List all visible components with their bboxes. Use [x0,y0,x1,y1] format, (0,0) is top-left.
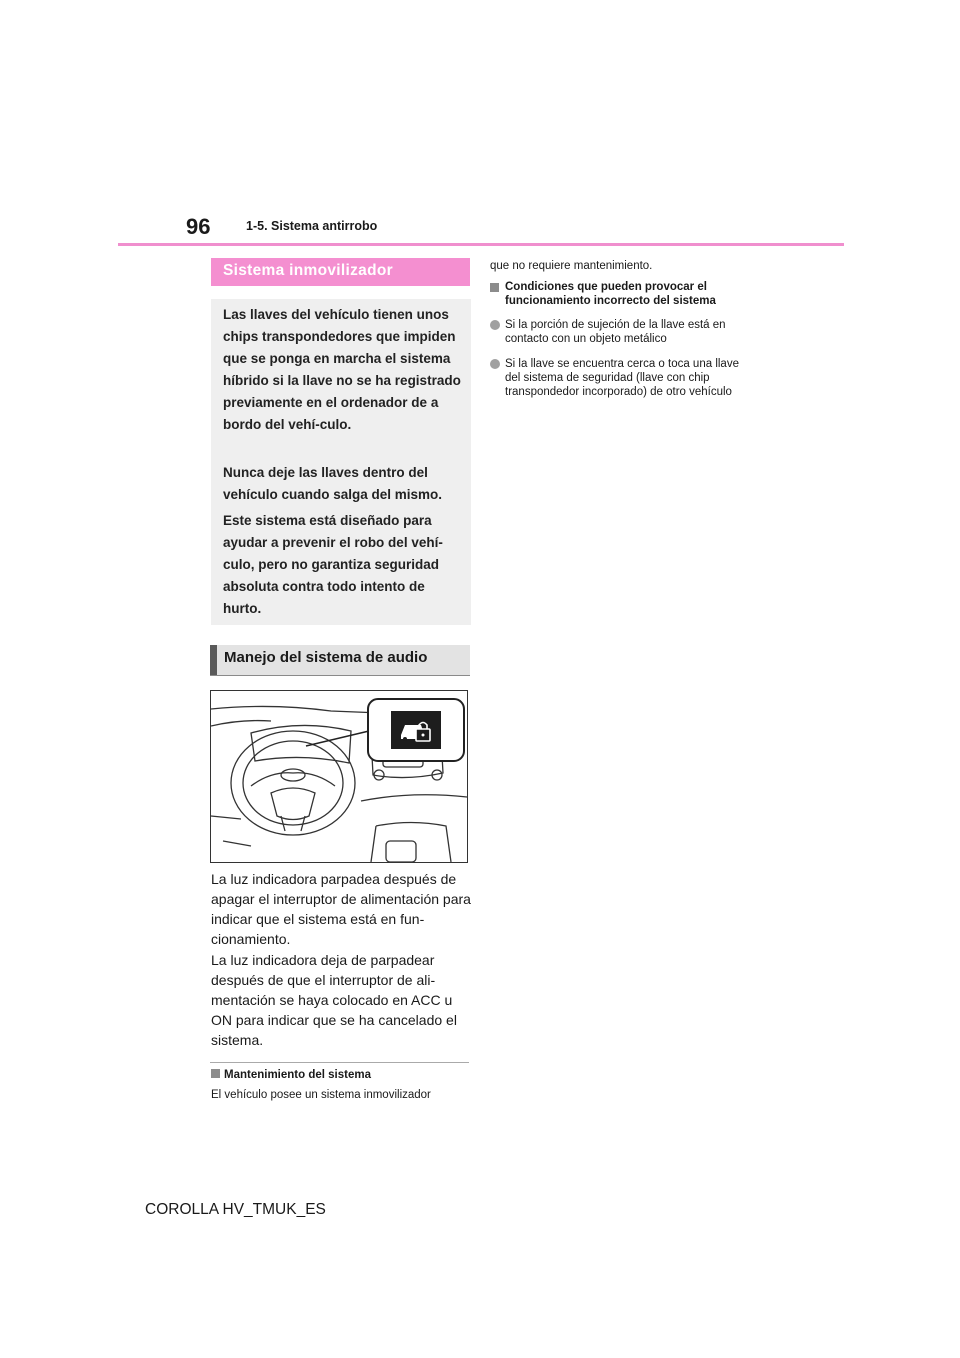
maintenance-text-end: que no requiere mantenimiento. [490,260,653,272]
square-bullet-icon [490,283,499,292]
immobilizer-title: Sistema inmovilizador [223,262,393,279]
dashboard-illustration [210,690,468,863]
maintenance-heading: Mantenimiento del sistema [211,1068,473,1082]
footer-doc-id: COROLLA HV_TMUK_ES [145,1201,326,1218]
conditions-heading-block [490,280,755,308]
page-number: 96 [186,214,211,239]
audio-paragraph-1: La luz indicadora parpadea después de apagar el interruptor de alimentación para indicar que el sistema está en fun-cionamiento. [211,871,471,947]
audio-heading-accent [210,645,217,675]
square-bullet-icon [211,1069,220,1078]
intro-paragraph-3: Este sistema está diseñado para ayudar a prevenir el robo del vehí-culo, pero no garantiza seguridad absoluta contra todo intento de hurto. [223,513,443,616]
immobilizer-intro-box [211,299,471,625]
audio-paragraph-2: La luz indicadora deja de parpadear después de que el interruptor de ali-mentación se haya colocado en ACC u ON para indicar que se ha cancelado el sistema. [211,952,457,1048]
conditions-bullet-2 [490,357,755,399]
intro-paragraph-1: Las llaves del vehículo tienen unos chips transpondedores que impiden que se ponga en marcha el sistema híbrido si la llave no se ha registrado previamente en el ordenador de a bordo del vehí-culo. [223,307,461,432]
conditions-heading: Condiciones que pueden provocar el funcionamiento incorrecto del sistema [505,281,716,307]
header-rule [118,243,844,246]
conditions-bullet-1 [490,318,755,346]
bullet-dot-icon [490,320,500,330]
section-divider [210,1062,469,1063]
maintenance-text-start: El vehículo posee un sistema inmovilizador [211,1089,431,1101]
conditions-bullet-1-text: Si la porción de sujeción de la llave está en contacto con un objeto metálico [505,319,726,345]
intro-paragraph-2: Nunca deje las llaves dentro del vehículo cuando salga del mismo. [223,465,443,502]
bullet-dot-icon [490,359,500,369]
audio-heading: Manejo del sistema de audio [224,649,428,666]
conditions-bullet-2-text: Si la llave se encuentra cerca o toca una llave del sistema de seguridad (llave con chip transpondedor incorporado) de otro vehículo [505,358,739,398]
section-title: 1-5. Sistema antirrobo [246,219,378,233]
dashboard-drawing [211,691,467,862]
